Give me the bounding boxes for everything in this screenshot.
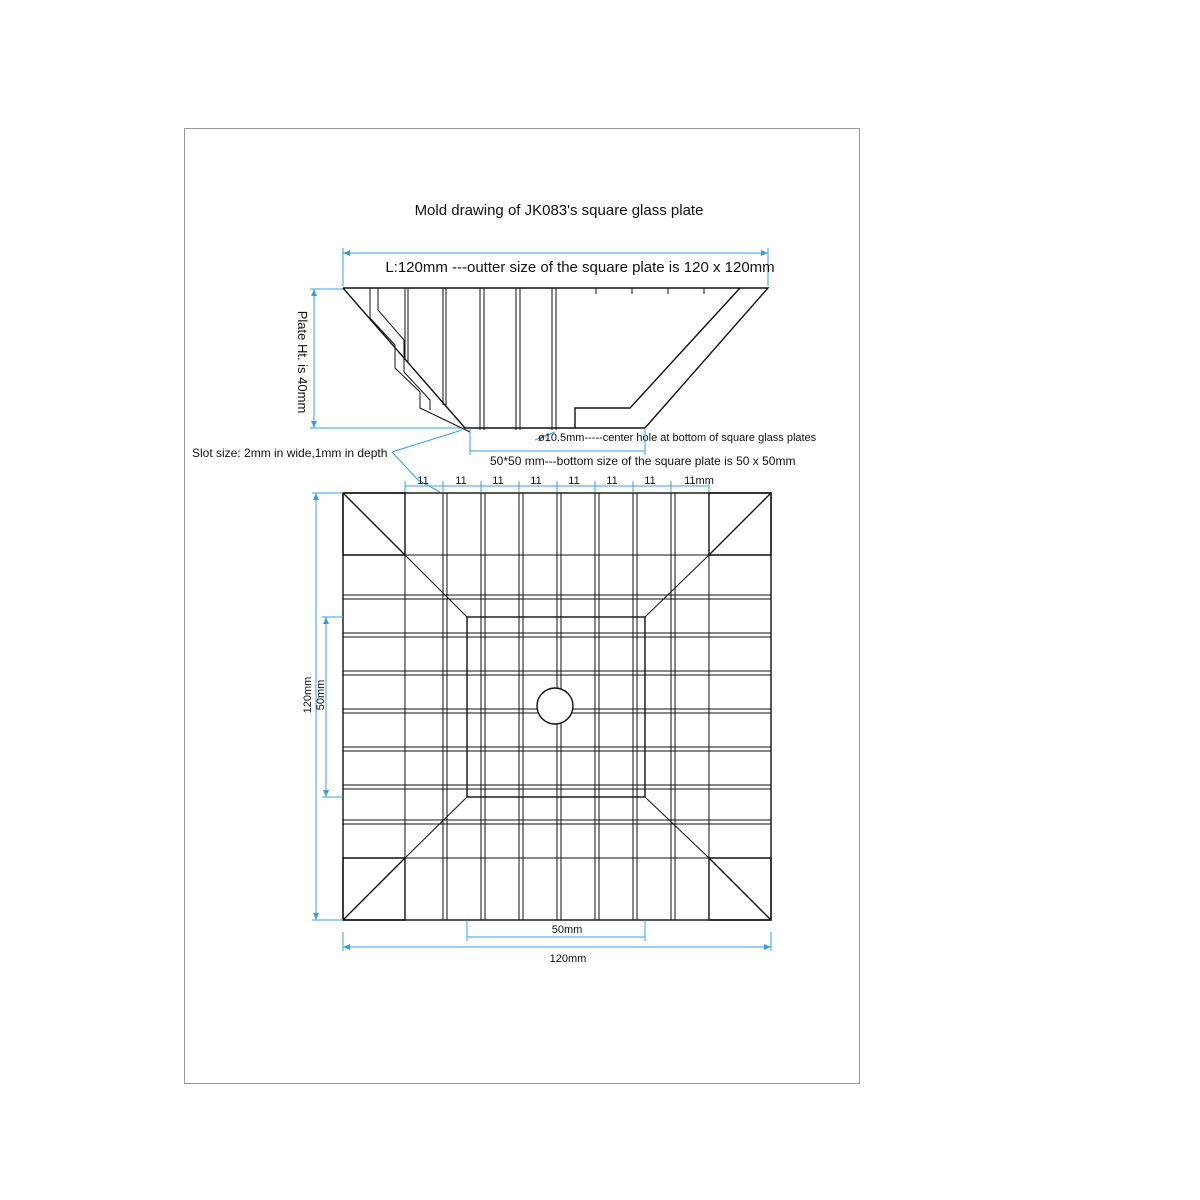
inner-width-label: 50mm (551, 924, 583, 936)
profile-ribs (405, 288, 556, 430)
spacing-label: 11mm (684, 475, 714, 487)
outer-width-label: 120mm (549, 953, 587, 965)
drawing-title: Mold drawing of JK083's square glass plate (414, 202, 704, 219)
length-label: L:120mm ---outter size of the square plate is 120 x 120mm (385, 259, 775, 276)
spacing-label: 11 (568, 475, 580, 487)
outer-height-label: 120mm (302, 676, 314, 714)
center-hole (537, 688, 573, 724)
spacing-label: 11 (455, 475, 467, 487)
side-view (295, 248, 817, 468)
spacing-label: 11 (606, 475, 618, 487)
hole-label: ø10.5mm-----center hole at bottom of square glass plates (538, 432, 817, 444)
spacing-label: 11 (530, 475, 542, 487)
spacing-label: 11 (417, 475, 429, 487)
spacing-label: 11 (492, 475, 504, 487)
slot-label: Slot size: 2mm in wide,1mm in depth (192, 446, 388, 460)
top-edge-notches (596, 288, 704, 294)
top-view (302, 475, 771, 965)
height-label: Plate Ht. is 40mm (295, 310, 310, 414)
inner-height-label: 50mm (315, 679, 327, 711)
bottom-size-label: 50*50 mm---bottom size of the square plate is 50 x 50mm (490, 454, 796, 468)
spacing-label: 11 (644, 475, 656, 487)
spacing-labels (417, 475, 714, 487)
